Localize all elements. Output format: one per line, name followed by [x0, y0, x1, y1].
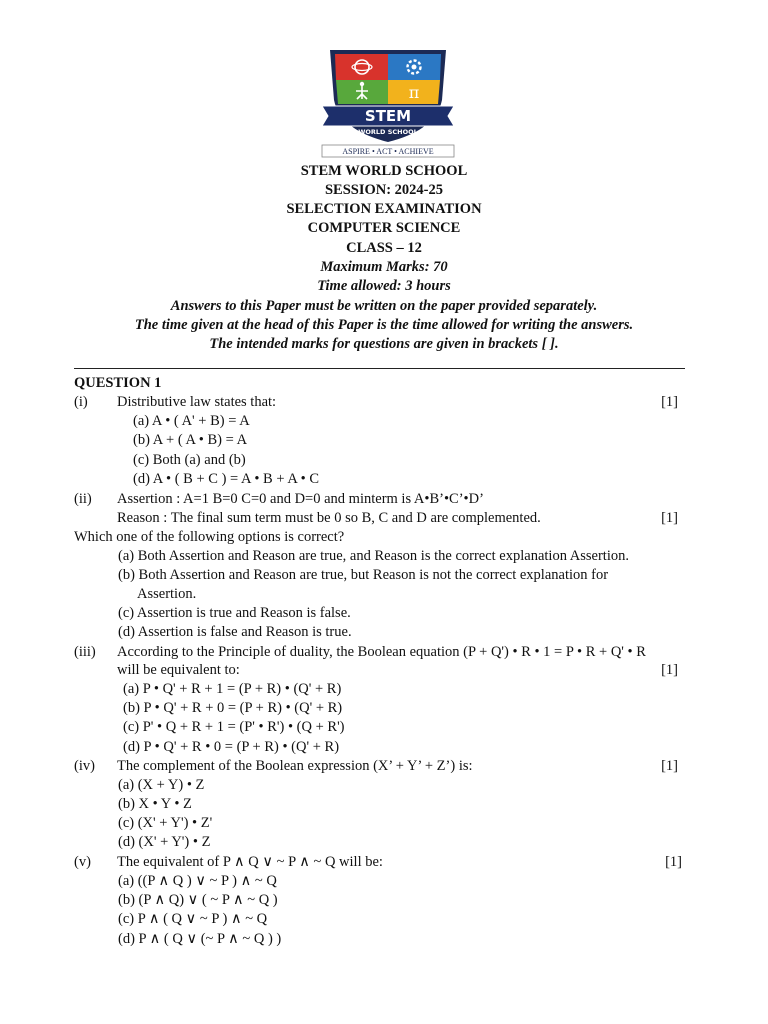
reason-text: Reason : The final sum term must be 0 so B, C and D are complemented. [117, 510, 541, 526]
marks-label: [1] [665, 854, 682, 870]
logo-motto: ASPIRE • ACT • ACHIEVE [342, 147, 434, 156]
sub-question-number: (v) [74, 854, 91, 870]
option-b: (b) A + ( A • B) = A [133, 432, 248, 448]
instruction-3: The intended marks for questions are given in brackets [ ]. [209, 336, 559, 352]
svg-text:π: π [408, 83, 420, 102]
option-d: (d) (X' + Y') • Z [118, 834, 211, 850]
marks-label: [1] [661, 662, 678, 678]
header-divider [74, 368, 685, 369]
maximum-marks: Maximum Marks: 70 [320, 259, 448, 275]
instruction-2: The time given at the head of this Paper is the time allowed for writing the answers. [134, 317, 634, 333]
option-a: (a) Both Assertion and Reason are true, and Reason is the correct explanation Assertion. [118, 548, 629, 564]
option-d: (d) Assertion is false and Reason is true. [118, 624, 352, 640]
option-b: (b) Both Assertion and Reason are true, but Reason is not the correct explanation for [118, 567, 609, 583]
sub-question-text: The equivalent of P ∧ Q ∨ ~ P ∧ ~ Q will be: [117, 854, 383, 870]
option-b: (b) (P ∧ Q) ∨ ( ~ P ∧ ~ Q ) [118, 892, 278, 908]
subject: COMPUTER SCIENCE [307, 220, 461, 236]
time-allowed: Time allowed: 3 hours [317, 278, 451, 294]
session: SESSION: 2024-25 [324, 182, 444, 198]
sub-question-text: The complement of the Boolean expression (X’ + Y’ + Z’) is: [117, 758, 473, 774]
stem-shield-emblem [316, 42, 460, 158]
sub-question-text: Distributive law states that: [117, 394, 277, 410]
sub-question-text-continued: will be equivalent to: [117, 662, 240, 678]
instruction-1: Answers to this Paper must be written on the paper provided separately. [170, 298, 598, 314]
option-d: (d) A • ( B + C ) = A • B + A • C [133, 471, 320, 487]
school-logo [316, 42, 460, 158]
option-b: (b) P • Q' + R + 0 = (P + R) • (Q' + R) [123, 700, 343, 716]
sub-question-text: According to the Principle of duality, the Boolean equation (P + Q') • R • 1 = P • R + Q' • R [117, 644, 646, 660]
sub-question-number: (i) [74, 394, 88, 410]
option-c: (c) Both (a) and (b) [133, 452, 246, 468]
option-d: (d) P ∧ ( Q ∨ (~ P ∧ ~ Q ) ) [118, 931, 282, 947]
logo-stem-text: STEM [364, 107, 412, 125]
option-b: (b) X • Y • Z [118, 796, 192, 812]
marks-label: [1] [661, 510, 678, 526]
option-d: (d) P • Q' + R • 0 = (P + R) • (Q' + R) [123, 739, 340, 755]
marks-label: [1] [661, 758, 678, 774]
options-prompt: Which one of the following options is correct? [74, 529, 345, 545]
option-a: (a) A • ( A' + B) = A [133, 413, 250, 429]
sub-question-number: (iii) [74, 644, 96, 660]
sub-question-number: (iv) [74, 758, 95, 774]
option-c: (c) P ∧ ( Q ∨ ~ P ) ∧ ~ Q [118, 911, 268, 927]
option-a: (a) P • Q' + R + 1 = (P + R) • (Q' + R) [123, 681, 342, 697]
assertion-text: Assertion : A=1 B=0 C=0 and D=0 and minterm is A•B’•C’•D’ [117, 491, 484, 507]
question-title: QUESTION 1 [74, 375, 162, 391]
option-a: (a) ((P ∧ Q ) ∨ ~ P ) ∧ ~ Q [118, 873, 277, 889]
exam-title: SELECTION EXAMINATION [286, 201, 482, 217]
option-c: (c) P' • Q + R + 1 = (P' • R') • (Q + R') [123, 719, 345, 735]
option-a: (a) (X + Y) • Z [118, 777, 205, 793]
option-c: (c) (X' + Y') • Z' [118, 815, 213, 831]
option-c: (c) Assertion is true and Reason is false. [118, 605, 351, 621]
option-b-continued: Assertion. [137, 586, 197, 602]
school-name: STEM WORLD SCHOOL [300, 163, 468, 179]
logo-world-school-text: WORLD SCHOOL [358, 128, 418, 136]
sub-question-number: (ii) [74, 491, 92, 507]
class-label: CLASS – 12 [346, 240, 422, 256]
marks-label: [1] [661, 394, 678, 410]
